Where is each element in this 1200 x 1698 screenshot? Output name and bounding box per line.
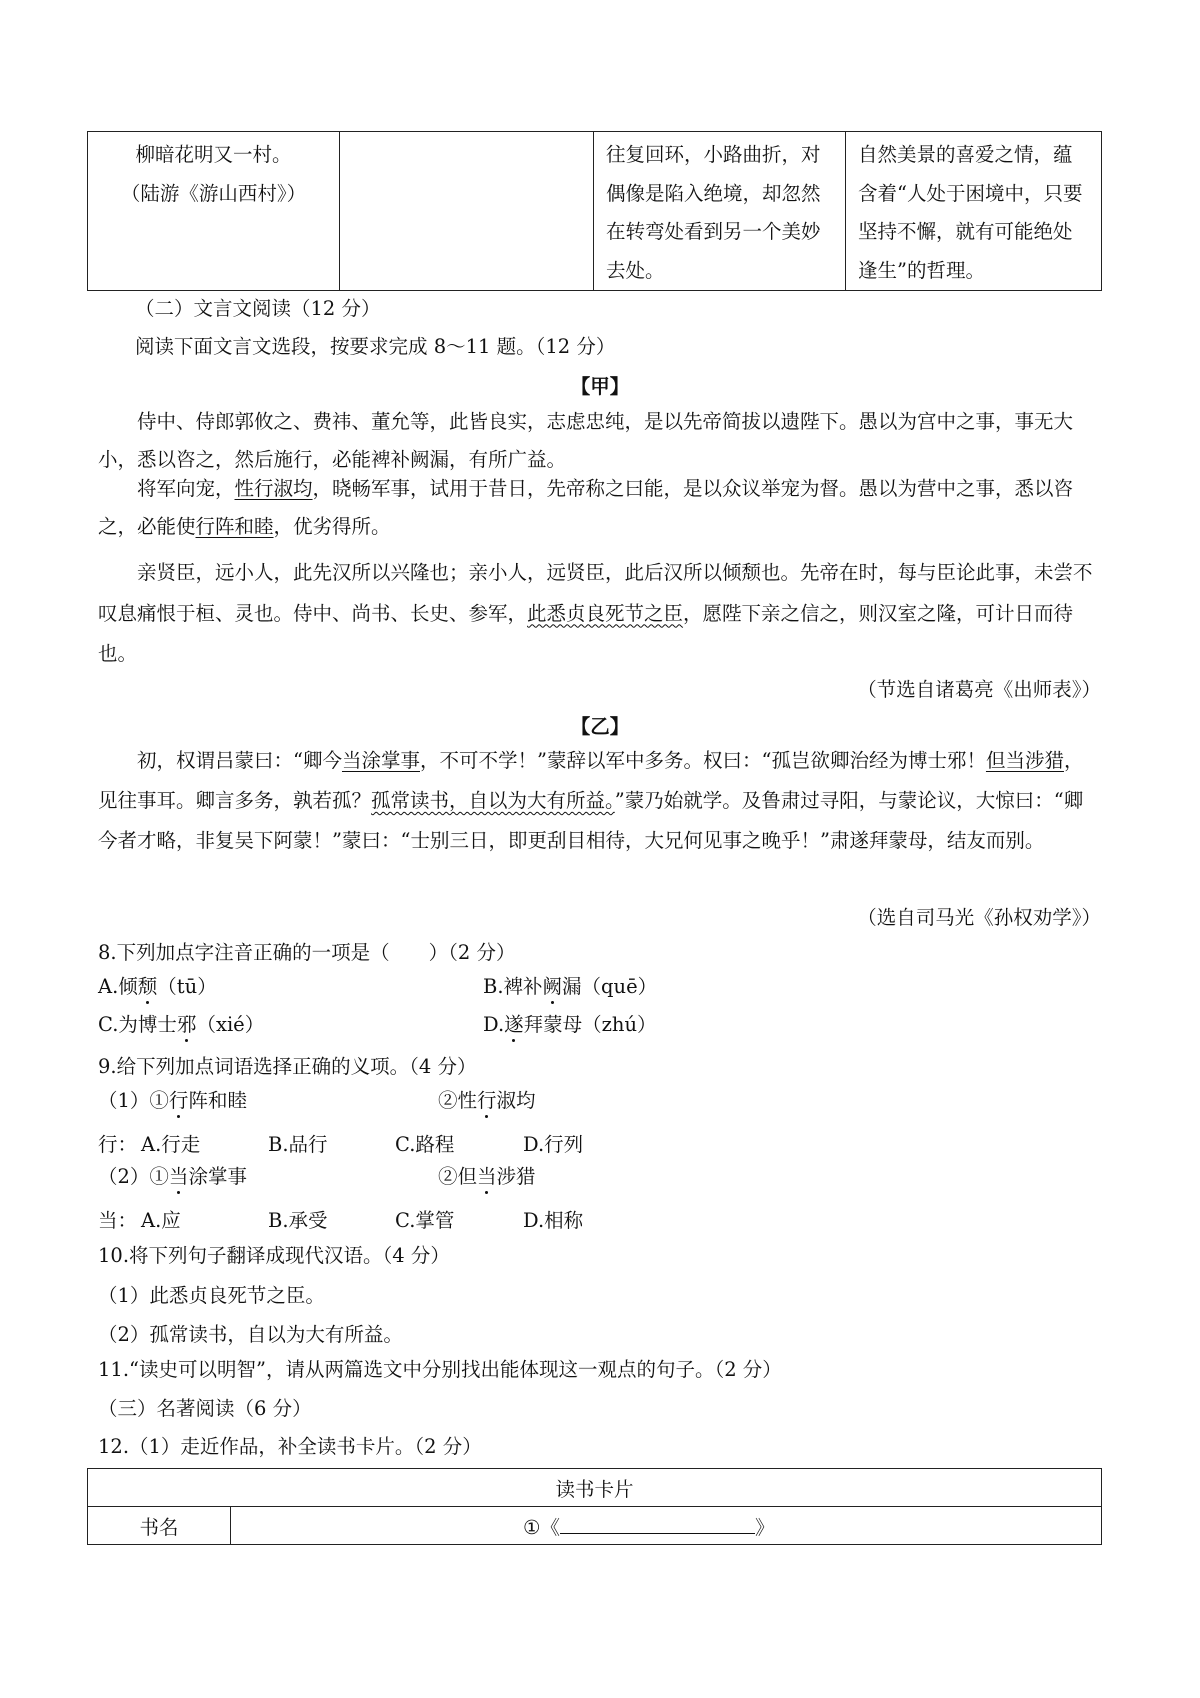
text: D.: [483, 1013, 505, 1036]
q9-part-1-a: [98, 1086, 247, 1116]
text: B.裨补: [483, 975, 543, 998]
q9-dang-option: B.承受: [268, 1209, 328, 1232]
question-12-stem: 12.（1）走近作品，补全读书卡片。（2 分）: [98, 1435, 482, 1458]
passage-heading-jia: 【甲】: [570, 375, 630, 398]
poem-table: [87, 131, 1102, 291]
text: 涉猎: [496, 1165, 536, 1188]
underlined-phrase: 当涂掌事: [341, 749, 420, 772]
underlined-phrase: 性行淑均: [234, 477, 313, 500]
table-row: [88, 132, 1102, 291]
q9-xing-option: B.品行: [268, 1133, 328, 1156]
q9-xing-option: D.行列: [523, 1133, 584, 1156]
table-row: [88, 1469, 1102, 1507]
q9-dang-option: C.掌管: [395, 1209, 455, 1232]
text: 拜蒙母（zhú）: [523, 1013, 657, 1036]
q9-part-2-a: [98, 1162, 247, 1192]
meaning-text: 自然美景的喜爱之情，蕴含着“人处于困境中，只要坚持不懈，就有可能绝处逢生”的哲理。: [858, 143, 1083, 282]
table-cell-analysis: [594, 132, 846, 291]
text: 淑均: [496, 1089, 536, 1112]
text: （xié）: [196, 1013, 265, 1036]
text: ，不可不学！”蒙辞以军中多务。权曰：“孤岂欲卿治经为博士邪！: [420, 749, 986, 772]
blank-prefix: ①《: [523, 1515, 560, 1539]
text: 阵和睦: [188, 1089, 247, 1112]
dotted-char: 当: [477, 1165, 497, 1188]
jia-source: （节选自诸葛亮《出师表》）: [857, 678, 1101, 701]
book-title-label: 书名: [88, 1507, 231, 1545]
jia-paragraph-2: [98, 470, 1102, 546]
blank-suffix: 》: [754, 1515, 775, 1539]
q8-option-c: [98, 1010, 264, 1040]
dotted-char: 遂: [504, 1013, 524, 1036]
text: 漏（quē）: [562, 975, 658, 998]
q9-xing-option: A.行走: [141, 1133, 201, 1156]
q10-sentence-1: （1）此悉贞良死节之臣。: [98, 1284, 325, 1307]
wavy-underlined-sentence: 此悉贞良死节之臣: [527, 601, 684, 625]
dotted-char: 邪: [176, 1013, 197, 1036]
jia-paragraph-3: [98, 553, 1102, 675]
section-title: （三）名著阅读（6 分）: [98, 1397, 312, 1420]
poem-line: 柳暗花明又一村。: [135, 143, 292, 166]
question-10-stem: 10.将下列句子翻译成现代汉语。（4 分）: [98, 1244, 450, 1267]
section-title: （二）文言文阅读（12 分）: [135, 297, 381, 320]
text: C.为博士: [98, 1013, 177, 1036]
dotted-char: 当: [168, 1165, 189, 1188]
jia-paragraph-1: 侍中、侍郎郭攸之、费祎、董允等，此皆良实，志虑忠纯，是以先帝简拔以遗陛下。愚以为宫中之事，事无大小，悉以咨之，然后施行，必能裨补阙漏，有所广益。: [98, 410, 1074, 471]
q10-sentence-2: （2）孤常读书，自以为大有所益。: [98, 1323, 403, 1346]
instruction: 阅读下面文言文选段，按要求完成 8～11 题。（12 分）: [135, 335, 616, 358]
q9-dang-label: 当：: [98, 1209, 138, 1232]
underlined-phrase: 行阵和睦: [195, 515, 274, 538]
poem-source: （陆游《游山西村》）: [120, 181, 307, 205]
text: 亲贤臣，远小人，此先汉所以兴隆也；亲小人，远贤臣，此后汉所以倾颓也。先帝在时，每与臣论此事，未尝不叹息痛恨于桓、灵也。侍中、尚书、长史、参军，: [98, 561, 1093, 625]
text: ，愿陛下亲之信之，则汉室之隆，可计日而待也。: [98, 601, 1074, 665]
question-11-stem: 11.“读史可以明智”，请从两篇选文中分别找出能体现这一观点的句子。（2 分）: [98, 1358, 782, 1381]
q8-option-d: [483, 1010, 657, 1040]
text: ②但: [438, 1165, 478, 1188]
passage-heading-yi: 【乙】: [570, 715, 630, 738]
analysis-text: 往复回环，小路曲折，对偶像是陷入绝境，却忽然在转弯处看到另一个美妙去处。: [606, 143, 821, 282]
text: ，晓畅军事，试用于昔日，先帝称之曰能，是以众议举宠为督。愚以为营中之事，悉以咨之，必能使: [98, 477, 1074, 538]
q9-dang-option: A.应: [141, 1209, 181, 1232]
yi-source: （选自司马光《孙权劝学》）: [857, 906, 1101, 929]
q9-xing-option: C.路程: [395, 1133, 455, 1156]
text: （1）①: [98, 1089, 169, 1112]
table-row: [88, 1507, 1102, 1545]
card-title: 读书卡片: [88, 1469, 1102, 1507]
wavy-underlined-sentence: 孤常读书，自以为大有所益。: [371, 789, 615, 812]
text: ，见往事耳。卿言多务，孰若孤？: [98, 749, 1084, 812]
dotted-char: 阙: [542, 975, 563, 998]
question-9-stem: 9.给下列加点词语选择正确的义项。（4 分）: [98, 1055, 477, 1078]
table-cell-poem: [88, 132, 340, 291]
yi-paragraph: [98, 741, 1102, 861]
q9-xing-label: 行：: [98, 1133, 138, 1156]
q8-option-b: [483, 972, 657, 1002]
q9-part-2-b: [438, 1162, 536, 1192]
text: 涂掌事: [188, 1165, 247, 1188]
q8-option-a: [98, 972, 217, 1002]
text: 初，权谓吕蒙曰：“卿今: [137, 749, 342, 772]
q9-dang-option: D.相称: [523, 1209, 584, 1232]
text: ②性: [438, 1089, 478, 1112]
q9-part-1-b: [438, 1086, 536, 1116]
question-8-stem: 8.下列加点字注音正确的一项是（ ）（2 分）: [98, 941, 516, 964]
answer-blank[interactable]: [560, 1513, 755, 1534]
underlined-phrase: 但当涉猎: [985, 749, 1064, 772]
text: ”蒙乃始就学。及鲁肃过寻阳，与蒙论议，大惊曰：“卿今者才略，非复吴下阿蒙！”蒙曰：“士别三日，即更刮目相待，大兄何见事之晚乎！”肃遂拜蒙母，结友而别。: [98, 789, 1084, 852]
dotted-char: 颓: [137, 975, 158, 998]
table-cell-empty: [340, 132, 594, 291]
table-cell-meaning: [846, 132, 1102, 291]
book-title-answer: [231, 1507, 1102, 1545]
text: A.倾: [98, 975, 138, 998]
text: （2）①: [98, 1165, 169, 1188]
text: ，优劣得所。: [273, 515, 391, 538]
reading-card-table: [87, 1468, 1102, 1545]
dotted-char: 行: [168, 1089, 189, 1112]
text: （tū）: [157, 975, 217, 998]
text: 将军向宠，: [137, 477, 235, 500]
dotted-char: 行: [477, 1089, 497, 1112]
